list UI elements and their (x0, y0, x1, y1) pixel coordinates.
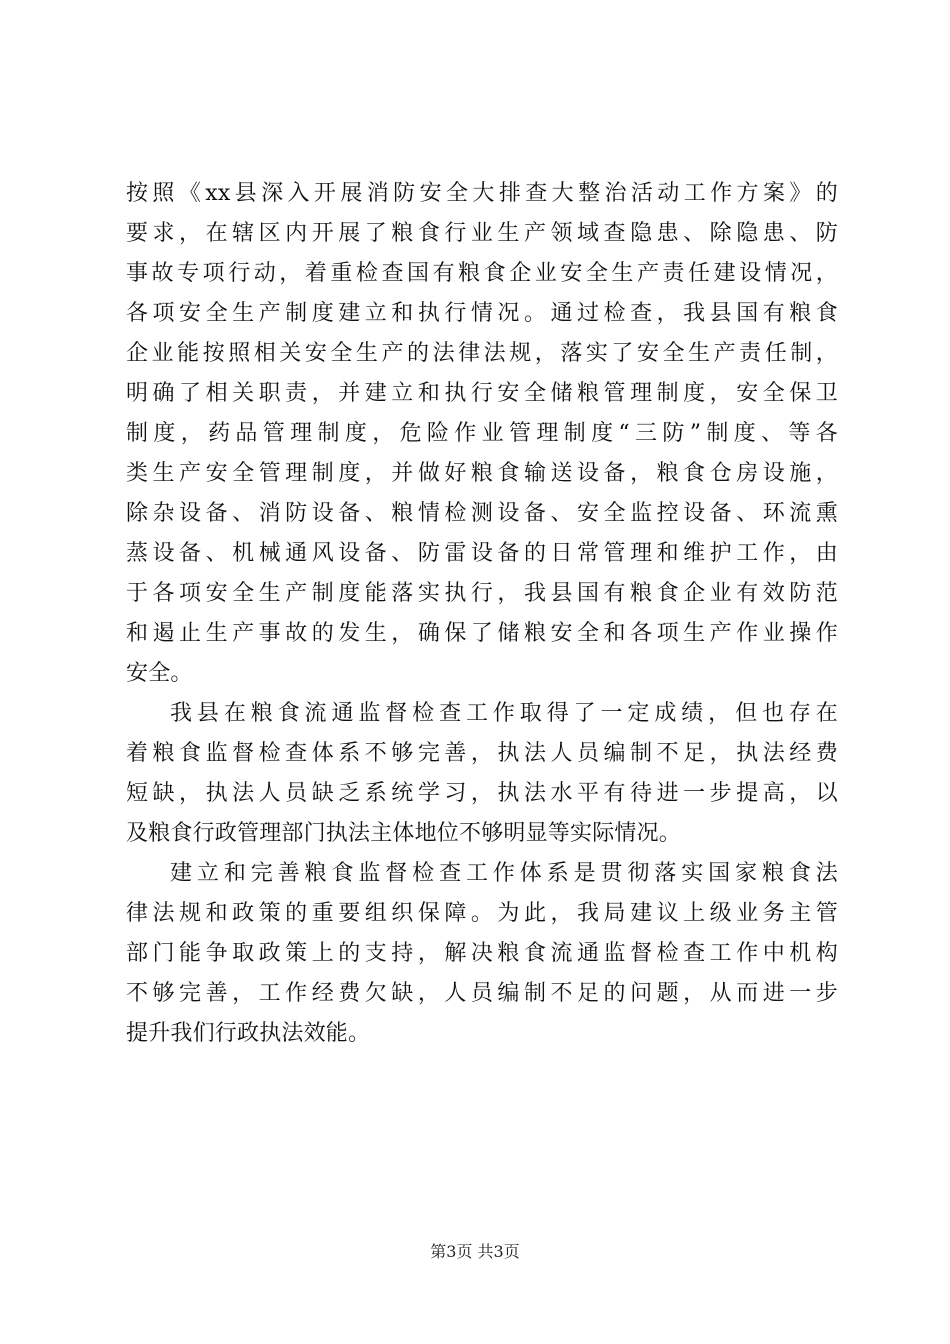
page-footer: 第3页 共3页 (430, 1242, 520, 1261)
text-line: 制度，药品管理制度，危险作业管理制度“三防”制度、等各 (126, 421, 838, 446)
text-line: 要求，在辖区内开展了粮食行业生产领域查隐患、除隐患、防 (126, 221, 838, 246)
paragraph-3 (126, 854, 838, 1054)
text-line: 明确了相关职责，并建立和执行安全储粮管理制度，安全保卫 (126, 381, 838, 406)
text-line: 着粮食监督检查体系不够完善，执法人员编制不足，执法经费 (126, 741, 838, 766)
text-line: 除杂设备、消防设备、粮情检测设备、安全监控设备、环流熏 (126, 501, 838, 526)
text-line: 于各项安全生产制度能落实执行，我县国有粮食企业有效防范 (126, 581, 838, 606)
text-line: 类生产安全管理制度，并做好粮食输送设备，粮食仓房设施， (126, 461, 838, 486)
text-line: 按照《xx县深入开展消防安全大排查大整治活动工作方案》的 (126, 181, 838, 206)
text-line: 蒸设备、机械通风设备、防雷设备的日常管理和维护工作，由 (126, 541, 838, 566)
text-line: 我县在粮食流通监督检查工作取得了一定成绩，但也存在 (170, 701, 838, 726)
text-line: 短缺，执法人员缺乏系统学习，执法水平有待进一步提高，以 (126, 781, 838, 806)
text-line: 和遏止生产事故的发生，确保了储粮安全和各项生产作业操作 (126, 621, 838, 646)
text-line: 建立和完善粮食监督检查工作体系是贯彻落实国家粮食法 (170, 861, 838, 886)
paragraph-1 (126, 174, 838, 694)
paragraph-2 (126, 694, 838, 854)
text-line: 企业能按照相关安全生产的法律法规，落实了安全生产责任制， (126, 341, 838, 366)
text-line: 及粮食行政管理部门执法主体地位不够明显等实际情况。 (126, 821, 682, 846)
text-line: 事故专项行动，着重检查国有粮食企业安全生产责任建设情况， (126, 261, 838, 286)
document-body (126, 174, 838, 1054)
text-line: 提升我们行政执法效能。 (126, 1021, 371, 1046)
text-line: 安全。 (126, 661, 193, 686)
text-line: 各项安全生产制度建立和执行情况。通过检查，我县国有粮食 (126, 301, 838, 326)
text-line: 部门能争取政策上的支持，解决粮食流通监督检查工作中机构 (126, 941, 838, 966)
text-line: 律法规和政策的重要组织保障。为此，我局建议上级业务主管 (126, 901, 838, 926)
text-line: 不够完善，工作经费欠缺，人员编制不足的问题，从而进一步 (126, 981, 838, 1006)
